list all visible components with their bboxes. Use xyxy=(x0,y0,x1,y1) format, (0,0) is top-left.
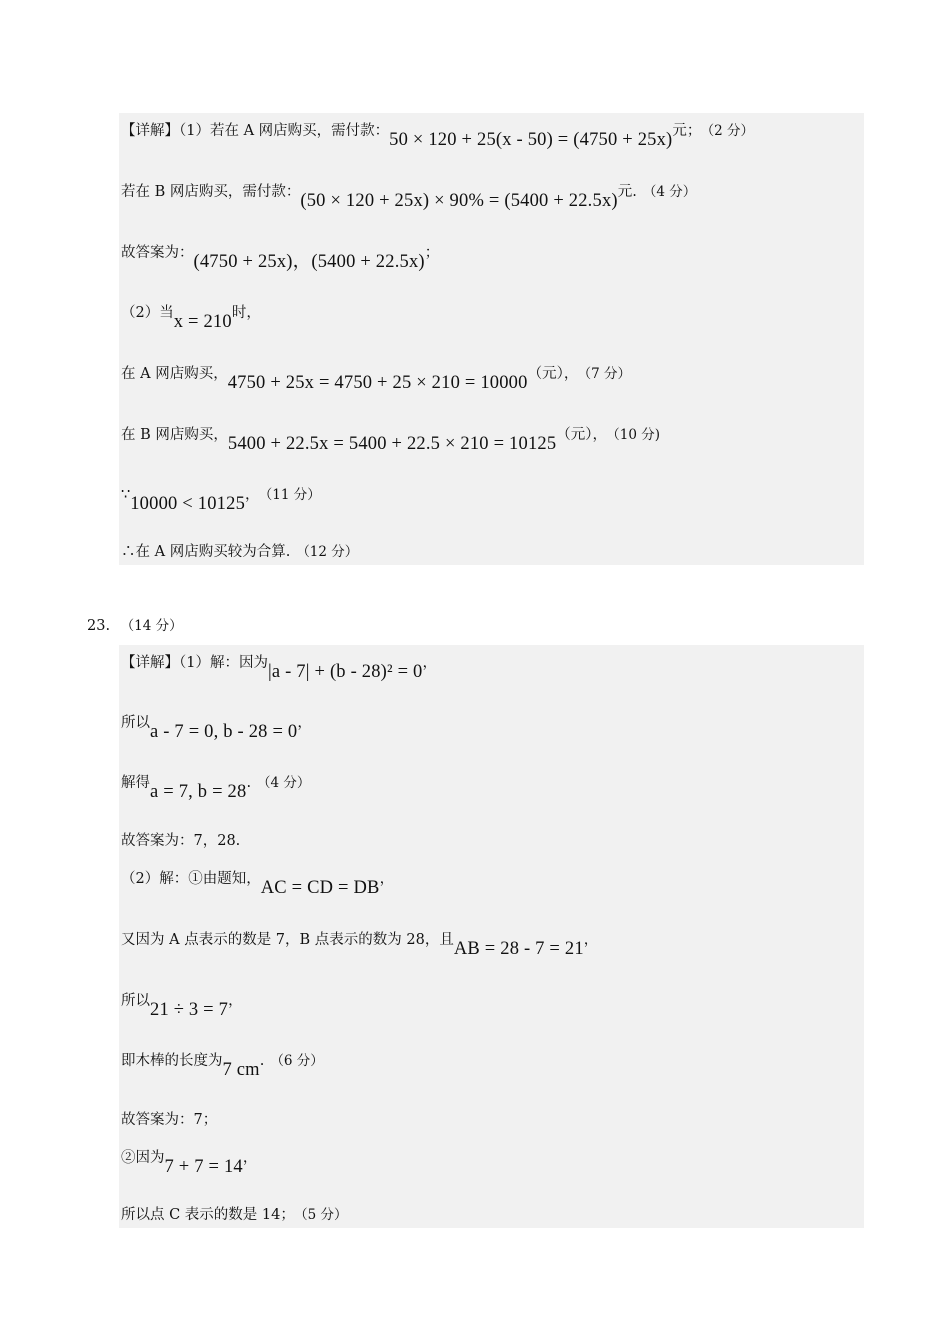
solution-line xyxy=(121,364,631,393)
line-suffix: （元）， xyxy=(556,427,608,443)
line-text: 解得 xyxy=(121,775,150,791)
score-label: （10 分) xyxy=(613,427,661,443)
solution-line xyxy=(121,425,661,454)
line-suffix: ， xyxy=(297,715,312,731)
line-text: ②因为 xyxy=(121,1150,165,1166)
score-label: （7 分） xyxy=(584,366,631,382)
math-expression: 7 cm xyxy=(222,1060,260,1080)
solution-line xyxy=(121,773,311,802)
solution-line xyxy=(121,869,395,898)
math-expression: (4750 + 25x)，(5400 + 22.5x) xyxy=(193,252,425,272)
line-text: 即木棒的长度为 xyxy=(121,1053,223,1069)
math-expression: 50 × 120 + 25(x - 50) = (4750 + 25x) xyxy=(389,130,673,150)
line-suffix: . xyxy=(246,775,252,791)
solution-line xyxy=(121,243,440,272)
score-label: （5 分） xyxy=(300,1207,348,1223)
math-expression: 4750 + 25x = 4750 + 25 × 210 = 10000 xyxy=(227,373,528,393)
math-expression: x = 210 xyxy=(173,312,232,332)
score-label: （4 分） xyxy=(257,775,311,791)
question-number-text: 23. xyxy=(87,618,111,634)
line-suffix: ， xyxy=(379,871,395,887)
math-expression: a - 7 = 0, b - 28 = 0 xyxy=(150,722,298,742)
solution-line xyxy=(121,121,755,150)
solution-line xyxy=(121,543,358,561)
solution-line xyxy=(121,1206,348,1224)
line-suffix: ； xyxy=(424,245,440,261)
line-text: 【详解】（1）解：因为 xyxy=(121,655,268,671)
line-text: 又因为 A 点表示的数是 7，B 点表示的数为 28，且 xyxy=(121,932,454,948)
math-expression: AC = CD = DB xyxy=(260,878,380,898)
line-suffix: 元； xyxy=(672,123,702,139)
line-text: 故答案为：7，28. xyxy=(121,833,241,849)
line-text: 在 A 网店购买， xyxy=(121,366,228,382)
solution-block-1 xyxy=(119,113,864,565)
line-text: 所以点 C 表示的数是 14； xyxy=(121,1207,295,1223)
solution-block-2 xyxy=(119,645,864,1228)
solution-line xyxy=(121,303,261,332)
line-text: ∴在 A 网店购买较为合算. xyxy=(121,544,291,560)
solution-line xyxy=(121,1111,217,1129)
line-text: （2）解：①由题知， xyxy=(121,871,261,887)
solution-line xyxy=(121,832,240,850)
solution-line xyxy=(121,485,321,514)
line-suffix: ， xyxy=(242,1150,258,1166)
line-suffix: ， xyxy=(422,655,438,671)
line-text: 故答案为： xyxy=(121,245,194,261)
line-text: 故答案为：7； xyxy=(121,1112,218,1128)
line-suffix: 时， xyxy=(231,305,261,321)
line-suffix: ， xyxy=(583,932,599,948)
math-expression: 10000 < 10125 xyxy=(130,494,246,514)
score-label: （4 分） xyxy=(642,184,697,200)
solution-line xyxy=(121,182,697,211)
math-expression: (50 × 120 + 25x) × 90% = (5400 + 22.5x) xyxy=(300,191,618,211)
line-text: ∵ xyxy=(121,487,131,503)
line-suffix: ， xyxy=(245,487,260,503)
solution-line xyxy=(121,1148,258,1177)
line-text: （2）当 xyxy=(121,305,174,321)
question-number xyxy=(87,614,183,634)
line-text: 所以 xyxy=(121,993,150,1009)
solution-line xyxy=(121,930,599,959)
math-expression: a = 7, b = 28 xyxy=(150,782,247,802)
solution-line xyxy=(121,1051,324,1080)
line-text: 【详解】（1）若在 A 网店购买，需付款： xyxy=(121,123,390,139)
line-text: 在 B 网店购买， xyxy=(121,427,228,443)
math-expression: |a - 7| + (b - 28)² = 0 xyxy=(267,662,423,682)
solution-line xyxy=(121,713,312,742)
math-expression: 7 + 7 = 14 xyxy=(164,1157,243,1177)
line-suffix: 元. xyxy=(617,184,637,200)
math-expression: 21 ÷ 3 = 7 xyxy=(150,1000,229,1020)
score-label: （11 分） xyxy=(265,487,321,503)
solution-line xyxy=(121,653,438,682)
math-expression: 5400 + 22.5x = 5400 + 22.5 × 210 = 10125 xyxy=(227,434,557,454)
score-label: （12 分） xyxy=(296,544,359,560)
line-suffix: . xyxy=(259,1053,265,1069)
line-text: 若在 B 网店购买，需付款： xyxy=(121,184,301,200)
solution-line xyxy=(121,991,243,1020)
line-text: 所以 xyxy=(121,715,150,731)
score-label: （6 分） xyxy=(270,1053,324,1069)
score-label: （2 分） xyxy=(707,123,755,139)
line-suffix: ， xyxy=(228,993,243,1009)
question-score: （14 分） xyxy=(120,618,183,634)
math-expression: AB = 28 - 7 = 21 xyxy=(453,939,584,959)
line-suffix: （元）， xyxy=(527,366,579,382)
